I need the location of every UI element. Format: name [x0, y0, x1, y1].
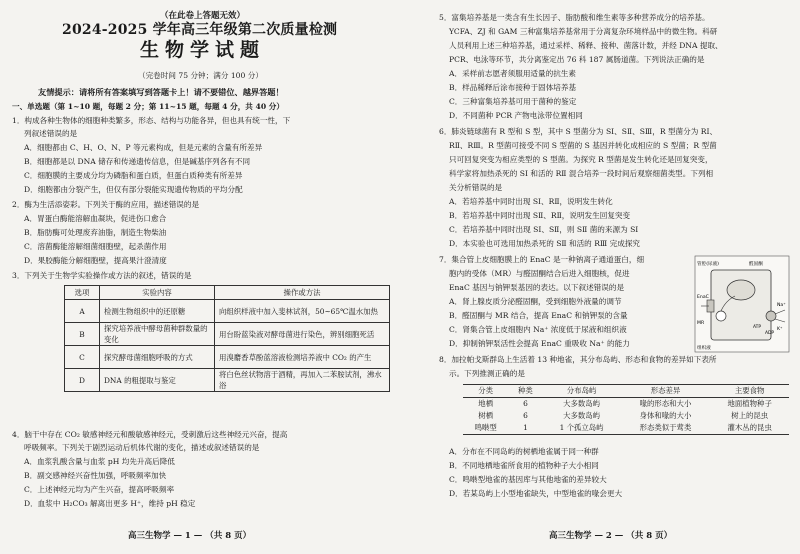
q3-row-content: 探究酵母菌细胞呼吸的方式 [100, 346, 215, 369]
q3-row-method: 用台盼蓝染液对酵母菌进行染色，辨别细胞死活 [215, 323, 390, 346]
page-footer-2: 高三生物学 — 2 — （共 8 页） [549, 531, 673, 541]
q7-option-c: C．肾集合管上皮细胞内 Na⁺ 浓度低于尿液和组织液 [449, 325, 627, 334]
table-row [463, 398, 789, 411]
q1-stem-2: 列叙述错误的是 [24, 129, 78, 138]
q3-row-option: C [65, 346, 100, 369]
table-cell: 1 [508, 422, 542, 435]
q3-row-method: 用溴麝香草酚蓝溶液检测培养液中 CO₂ 的产生 [215, 346, 390, 369]
q3-row-method: 将白色丝状物溶于酒精，再加入二苯胺试剂，沸水浴 [215, 369, 390, 392]
q4-stem: 4．脑干中存在 CO₂ 敏感神经元和酸敏感神经元，受刺激后这些神经元兴奋，提高 [12, 430, 288, 439]
sodium-potassium-pump [766, 311, 776, 321]
q2-option-c: C．溶菌酶能溶解细菌细胞壁，起杀菌作用 [24, 242, 167, 251]
time-score: （完卷时间 75 分钟；满分 100 分） [138, 71, 263, 80]
q3-row-option: A [65, 300, 100, 323]
q5-option-c: C．三种富集培养基可用于菌种的鉴定 [449, 97, 577, 106]
q3-header-method: 操作或方法 [215, 286, 390, 300]
section-1-heading: 一、单选题（第 1~10 题，每题 2 分；第 11~15 题，每题 4 分，共 40 分） [12, 102, 284, 111]
q5-stem-2: YCFA、ZJ 和 GAM 三种富集培养基常用于分离复杂环境样品中的微生物。科研 [449, 27, 718, 36]
q3-row-option: D [65, 369, 100, 392]
q2-option-d: D．果胶酶能分解细胞壁，提高果汁澄清度 [24, 256, 167, 265]
table-cell: 身体和喙的大小 [639, 411, 692, 420]
q5-stem-4: PCR、电泳等环节，共分离鉴定出 76 科 187 属肠道菌。下列说法正确的是 [449, 55, 705, 64]
q7-stem: 7．集合管上皮细胞膜上的 EnaC 是一种钠离子通道蛋白，细 [439, 255, 645, 264]
q3-row-method: 向组织样液中加入斐林试剂，50~65℃温水加热 [215, 300, 390, 323]
q7-cell-diagram [693, 254, 791, 354]
atp-label: ATP [753, 325, 761, 330]
exam-title: 2024-2025 学年高三年级第二次质量检测 [62, 22, 338, 38]
table-cell: 形态类似于莺类 [621, 422, 711, 435]
table-row [65, 369, 390, 392]
table-cell: 树栖 [478, 411, 494, 420]
q8-option-b: B．不同地栖地雀所食用的植物种子大小相同 [449, 461, 599, 470]
table-cell: 大多数岛屿 [563, 411, 601, 420]
enac-label: EnaC [697, 295, 709, 300]
q7-option-a: A．肾上腺皮质分泌醛固酮，受到细胞外液量的调节 [449, 297, 622, 306]
table-cell: 大多数岛屿 [563, 399, 601, 408]
q8-option-d: D．若某岛屿上小型地雀缺失，中型地雀的喙会更大 [449, 489, 623, 498]
table-cell: 地栖 [478, 399, 494, 408]
q8-header-food: 主要食物 [710, 385, 789, 398]
q1-option-c: C．细胞膜的主要成分均为磷脂和蛋白质，但蛋白质种类有所差异 [24, 171, 243, 180]
table-cell: 6 [523, 399, 528, 408]
aldosterone-label: 醛固酮 [749, 262, 763, 267]
q3-table-header [65, 286, 390, 300]
table-cell: 灌木丛的昆虫 [710, 422, 789, 435]
q3-header-option: 选项 [65, 286, 100, 300]
q5-option-b: B．样品稀释后涂布接种于固体培养基 [449, 83, 577, 92]
q6-stem-2: RⅡ、RⅢ。R 型菌可接受不同 S 型菌的 S 基因并转化成相应的 S 型菌；R 型菌 [449, 141, 717, 150]
q2-option-a: A．胃蛋白酶能溶解血凝块，促进伤口愈合 [24, 214, 167, 223]
q5-stem: 5．富集培养基是一类含有生长因子、脂肪酸和维生素等多种营养成分的培养基。 [439, 13, 710, 22]
q8-stem-2: 示。下列推测正确的是 [449, 369, 525, 378]
q7-option-d: D．抑制钠钾泵活性会提高 EnaC 重吸收 Na⁺ 的能力 [449, 339, 630, 348]
q3-row-option: B [65, 323, 100, 346]
q1-option-b: B．细胞都是以 DNA 储存和传递遗传信息，但是碱基序列各有不同 [24, 157, 251, 166]
q8-header-morph: 形态差异 [621, 385, 711, 398]
q6-stem: 6．肺炎链球菌有 R 型和 S 型，其中 S 型菌分为 SⅠ、SⅡ、SⅢ，R 型菌分为 RⅠ、 [439, 127, 718, 136]
q6-option-a: A．若培养基中同时出现 SⅠ、RⅡ，说明发生转化 [449, 197, 613, 206]
table-cell: 喙的形态和大小 [639, 399, 692, 408]
q6-stem-4: 科学家将加热杀死的 SⅠ 和活的 RⅡ 混合培养一段时间后观察细菌类型。下列相 [449, 169, 714, 178]
q4-option-b: B．副交感神经兴奋性加强，呼吸频率加快 [24, 471, 167, 480]
q6-option-b: B．若培养基中同时出现 SⅡ、RⅡ，说明发生回复突变 [449, 211, 631, 220]
table-cell: 1 个孤立岛屿 [543, 422, 621, 435]
table-cell: 6 [523, 411, 528, 420]
table-cell: 树上的昆虫 [731, 411, 769, 420]
q1-option-d: D．细胞都由分裂产生，但仅有部分裂能实现遗传物质的平均分配 [24, 185, 243, 194]
q6-stem-5: 关分析错误的是 [449, 183, 503, 192]
q4-option-c: C．上述神经元均为产生兴奋，提高呼吸频率 [24, 485, 175, 494]
q8-header-island: 分布岛屿 [543, 385, 621, 398]
q7-stem-2: 胞内的受体（MR）与醛固酮结合后进入细胞核，促进 [449, 269, 630, 278]
q3-table [64, 285, 390, 392]
k-label: K⁺ [777, 327, 783, 332]
q5-stem-3: 人员利用上述三种培养基，通过采样、稀释、接种、菌落计数，并经 DNA 提取、 [449, 41, 723, 50]
subject-title: 生物学试题 [140, 39, 266, 61]
q4-stem-2: 呼吸频率。下列关于剧烈运动后机体代谢的变化，描述或叙述错误的是 [24, 443, 260, 452]
table-row [65, 300, 390, 323]
q3-row-content: DNA 的粗提取与鉴定 [100, 369, 215, 392]
table-row [65, 346, 390, 369]
tissue-fluid-label: 组织液 [697, 346, 711, 351]
notice: （在此卷上答题无效） [160, 11, 246, 21]
q8-stem: 8．加拉帕戈斯群岛上生活着 13 种地雀，其分布岛屿、形态和食物的差异如下表所 [439, 355, 717, 364]
cell-nucleus [727, 280, 755, 300]
table-row [463, 410, 789, 422]
q3-header-content: 实验内容 [100, 286, 215, 300]
q8-table [463, 384, 789, 435]
na-label: Na⁺ [777, 303, 786, 308]
q7-option-b: B．醛固酮与 MR 结合，提高 EnaC 和钠钾泵的含量 [449, 311, 628, 320]
q2-stem: 2．酶为生活添姿彩。下列关于酶的应用，描述错误的是 [12, 200, 200, 209]
page-footer-1: 高三生物学 — 1 — （共 8 页） [128, 531, 252, 541]
q1-option-a: A．细胞都由 C、H、O、N、P 等元素构成，但是元素的含量有所差异 [24, 143, 263, 152]
q2-option-b: B．脂肪酶可处理废弃油脂，制造生物柴油 [24, 228, 167, 237]
q8-option-a: A．分布在不同岛屿的树栖地雀属于同一种群 [449, 447, 599, 456]
reminder: 友情提示：请将所有答案填写到答题卡上！请不要错位、越界答题！ [38, 87, 284, 97]
adp-label: ADP [765, 331, 775, 336]
q7-stem-3: EnaC 基因与钠钾泵基因的表达。以下叙述错误的是 [449, 283, 625, 292]
q6-option-d: D．本实验也可选用加热杀死的 SⅡ 和活的 RⅢ 完成探究 [449, 239, 641, 248]
table-cell: 地面植物种子 [727, 399, 772, 408]
q4-option-a: A．血浆乳酸含量与血浆 pH 均先升高后降低 [24, 457, 175, 466]
mr-label: MR [697, 321, 705, 326]
q5-option-d: D．不同菌种 PCR 产物电泳带位置相同 [449, 111, 583, 120]
q1-stem: 1．构成各种生物体的细胞种类繁多，形态、结构与功能各异，但也具有统一性，下 [12, 116, 291, 125]
q8-header-class: 分类 [463, 385, 508, 398]
mr-receptor [716, 311, 726, 321]
lumen-label: 管腔(尿液) [697, 262, 719, 267]
q5-option-a: A．采样前志愿者须服用适量的抗生素 [449, 69, 576, 78]
q6-stem-3: 只可回复突变为相应类型的 S 型菌。为探究 R 型菌是发生转化还是回复突变， [449, 155, 713, 164]
table-cell: 鸣啭型 [463, 422, 508, 435]
q8-header-species: 种类 [508, 385, 542, 398]
q3-stem: 3．下列关于生物学实验操作或方法的叙述，错误的是 [12, 271, 192, 280]
q8-table-header [463, 385, 789, 398]
q3-row-content: 探究培养液中酵母菌种群数量的变化 [100, 323, 215, 346]
q4-option-d: D．血浆中 H₂CO₃ 解离出更多 H⁺，维持 pH 稳定 [24, 499, 196, 508]
table-row [463, 422, 789, 435]
q6-option-c: C．若培养基中同时出现 SⅠ、SⅡ，则 SⅡ 菌的来源为 SⅠ [449, 225, 639, 234]
q3-row-content: 检测生物组织中的还原糖 [100, 300, 215, 323]
table-row [65, 323, 390, 346]
q8-option-c: C．鸣啭型地雀的基因库与其他地雀的差异较大 [449, 475, 607, 484]
